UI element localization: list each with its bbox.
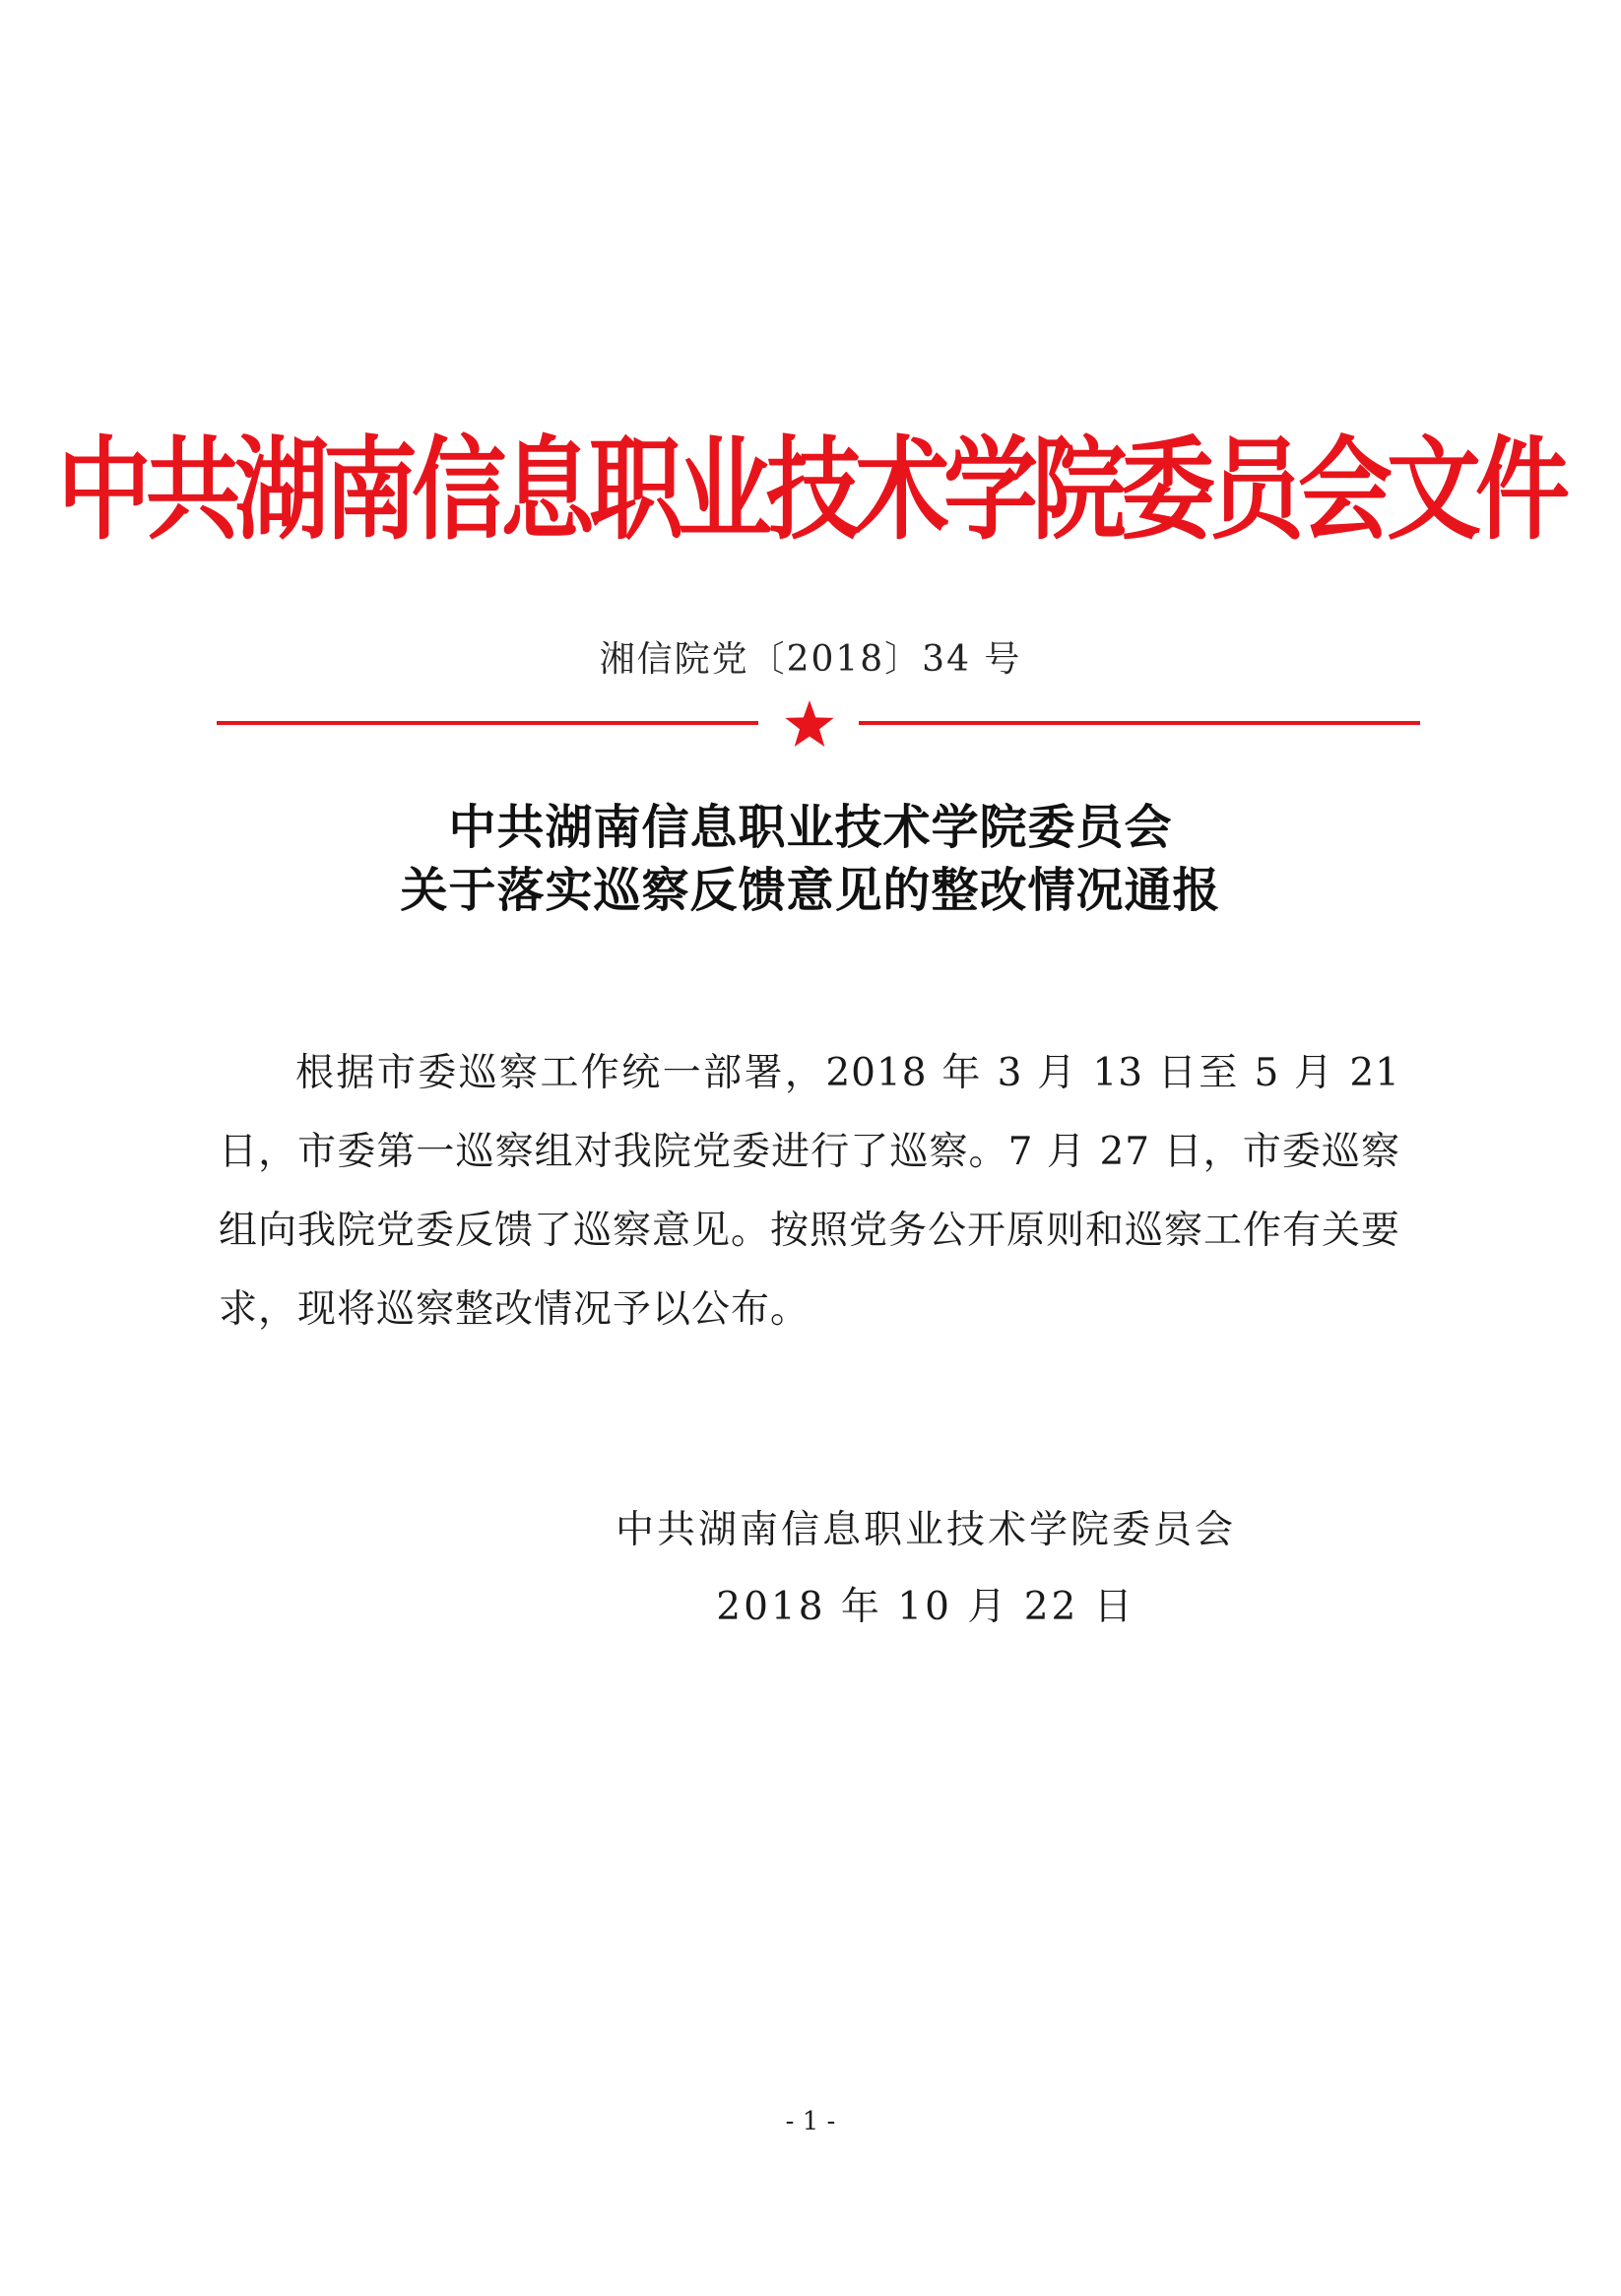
signature-block bbox=[551, 1492, 1300, 1646]
title-line-2: 关于落实巡察反馈意见的整改情况通报 bbox=[400, 863, 1221, 918]
body-paragraph: 根据市委巡察工作统一部署，2018 年 3 月 13 日至 5 月 21 日，市委第一巡察组对我院党委进行了巡察。7 月 27 日，市委巡察组向我院党委反馈了巡察意见。按照党务公开原则和巡察工作有关要求，现将巡察整改情况予以公布。 bbox=[219, 1051, 1401, 1332]
document-masthead: 中共湖南信息职业技术学院委员会文件 bbox=[57, 425, 1564, 556]
page-number: - 1 - bbox=[785, 2107, 836, 2136]
star-icon bbox=[784, 698, 835, 750]
document-title bbox=[0, 796, 1621, 922]
red-divider bbox=[217, 704, 1420, 744]
signature-organization: 中共湖南信息职业技术学院委员会 bbox=[615, 1508, 1236, 1552]
divider-line-left bbox=[217, 721, 758, 725]
document-number: 湘信院党〔2018〕34 号 bbox=[599, 639, 1022, 680]
title-line-1: 中共湖南信息职业技术学院委员会 bbox=[448, 800, 1173, 855]
signature-date: 2018 年 10 月 22 日 bbox=[716, 1585, 1135, 1629]
divider-line-right bbox=[859, 721, 1420, 725]
